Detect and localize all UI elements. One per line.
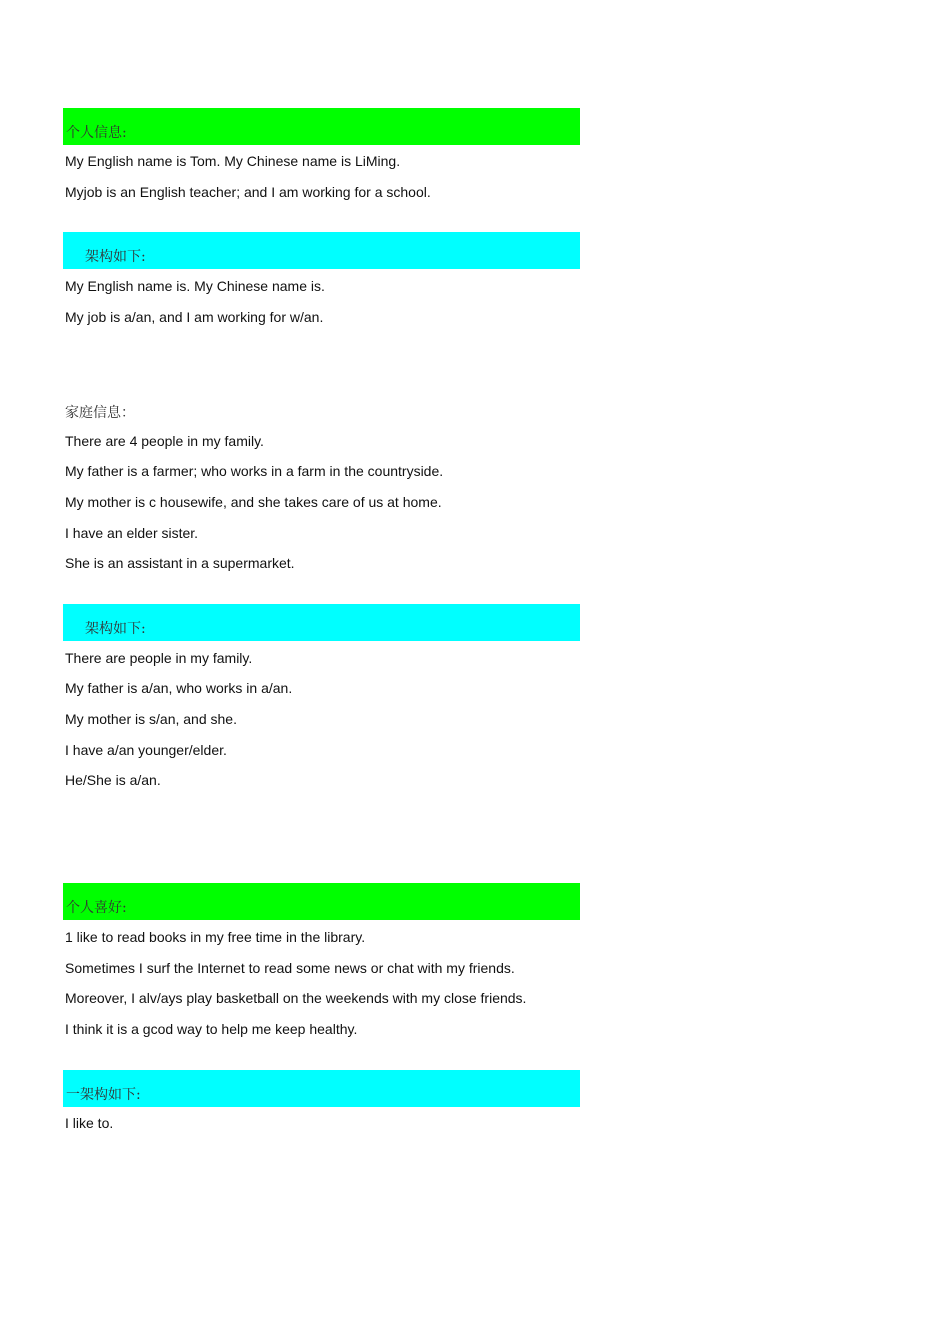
family-line-4: I have an elder sister. <box>65 525 199 541</box>
personal-template-line-2: My job is a/an, and I am working for w/an. <box>65 309 324 325</box>
hobbies-template-header <box>63 1070 580 1107</box>
family-template-line-4: I have a/an younger/elder. <box>65 742 227 758</box>
hobbies-header-text: 个人喜好: <box>66 900 127 916</box>
family-template-header <box>63 604 580 641</box>
personal-template-header <box>63 232 580 269</box>
family-template-line-2: My father is a/an, who works in a/an. <box>65 680 293 696</box>
hobbies-template-header-text: 一架构如下: <box>66 1087 141 1103</box>
personal-info-header-text: 个人信息: <box>66 125 127 141</box>
personal-line-2: Myjob is an English teacher; and I am working for a school. <box>65 184 431 200</box>
hobbies-header <box>63 883 580 920</box>
personal-line-1: My English name is Tom. My Chinese name is LiMing. <box>65 153 401 169</box>
family-template-line-5: He/She is a/an. <box>65 772 161 788</box>
hobbies-line-2: Sometimes I surf the Internet to read some news or chat with my friends. <box>65 960 515 976</box>
family-info-header: 家庭信息： <box>65 405 135 421</box>
hobbies-template-line-1: I like to. <box>65 1115 114 1131</box>
personal-template-line-1: My English name is. My Chinese name is. <box>65 278 325 294</box>
family-template-header-text: 架构如下: <box>85 621 146 637</box>
hobbies-line-4: I think it is a gcod way to help me keep healthy. <box>65 1021 358 1037</box>
personal-template-header-text: 架构如下: <box>85 249 146 265</box>
hobbies-line-3: Moreover, I alv/ays play basketball on the weekends with my close friends. <box>65 990 527 1006</box>
family-template-line-1: There are people in my family. <box>65 650 253 666</box>
family-line-1: There are 4 people in my family. <box>65 433 264 449</box>
hobbies-line-1: 1 like to read books in my free time in the library. <box>65 929 366 945</box>
family-line-2: My father is a farmer; who works in a farm in the countryside. <box>65 463 444 479</box>
family-line-3: My mother is c housewife, and she takes care of us at home. <box>65 494 442 510</box>
family-line-5: She is an assistant in a supermarket. <box>65 555 295 571</box>
family-template-line-3: My mother is s/an, and she. <box>65 711 237 727</box>
personal-info-header <box>63 108 580 145</box>
